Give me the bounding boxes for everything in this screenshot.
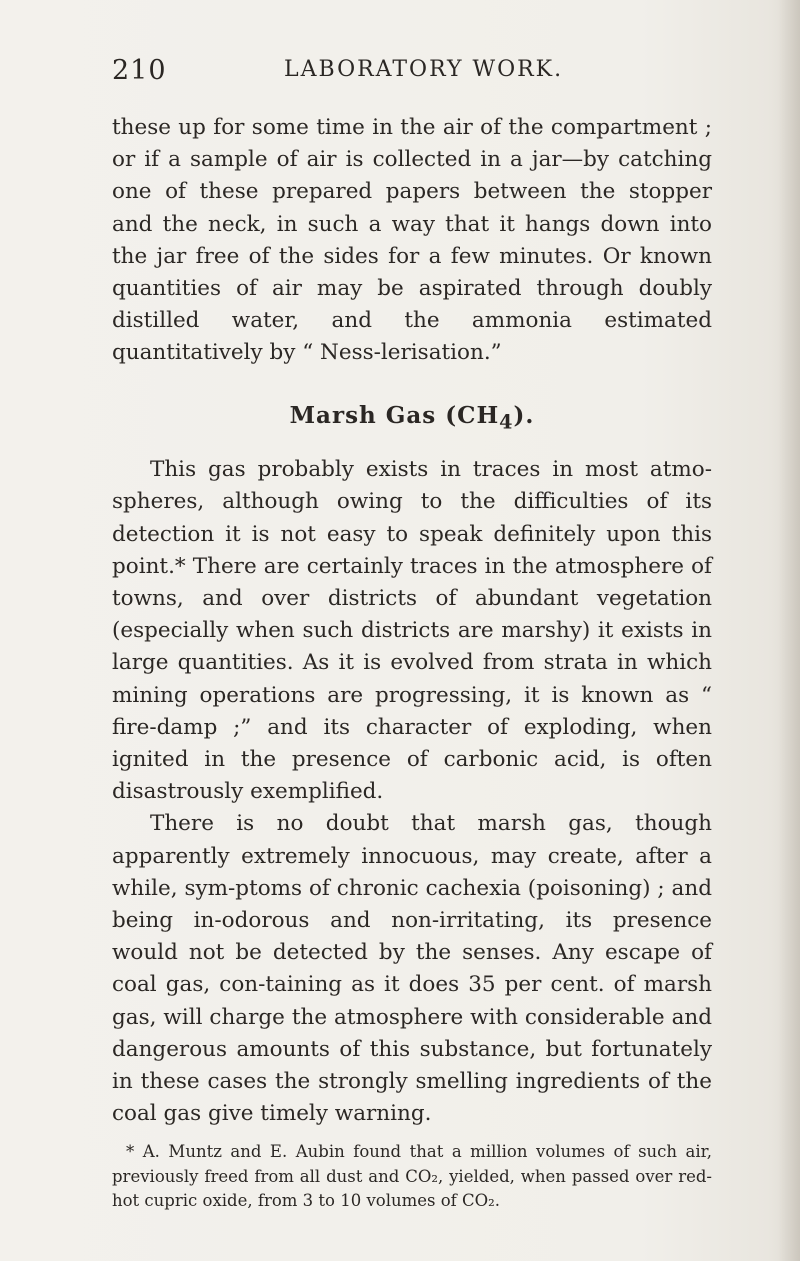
page-header <box>112 55 672 95</box>
paragraph-marsh-gas-intro: This gas probably exists in traces in most atmo-spheres, although owing to the difficulties of its detection it is not easy to speak definitely upon this point.* There are certainly traces in the atmosphere of towns, and over districts of abundant vegetation (especially when such districts are marshy) it exists in large quantities. As it is evolved from strata in which mining operations are progressing, it is known as “ fire-damp ;” and its character of exploding, when ignited in the presence of carbonic acid, is often disastrously exemplified. <box>112 457 712 805</box>
page-edge-shadow <box>778 0 800 1261</box>
section-heading <box>112 370 712 455</box>
section-heading-suffix: ). <box>513 401 535 429</box>
section-heading-subscript: 4 <box>499 410 514 434</box>
page-number: 210 <box>112 55 167 86</box>
section-heading-text: Marsh Gas (CH <box>289 401 500 429</box>
body-text <box>112 112 712 1214</box>
paragraph-marsh-gas-effects: There is no doubt that marsh gas, though apparently extremely innocuous, may create, after a while, sym-ptoms of chronic cachexia (poisoning) ; and being in-odorous and non-irritating, its presence would not be detected by the senses. Any escape of coal gas, con-taining as it does 35 per cent. of marsh gas, will charge the atmosphere with considerable and dangerous amounts of this substance, but fortunately in these cases the strongly smelling ingredients of the coal gas give timely warning. <box>112 811 712 1127</box>
running-title: LABORATORY WORK. <box>284 57 564 82</box>
paragraph-continuation: these up for some time in the air of the compartment ; or if a sample of air is collected in a jar—by catching one of these prepared papers between the stopper and the neck, in such a way that it hangs down into the jar free of the sides for a few minutes. Or known quantities of air may be aspirated through doubly distilled water, and the ammonia estimated quantitatively by “ Ness-lerisation.” <box>112 115 712 366</box>
footnote: * A. Muntz and E. Aubin found that a million volumes of such air, previously freed from all dust and CO₂, yielded, when passed over red-hot cupric oxide, from 3 to 10 volumes of CO₂. <box>112 1142 712 1211</box>
